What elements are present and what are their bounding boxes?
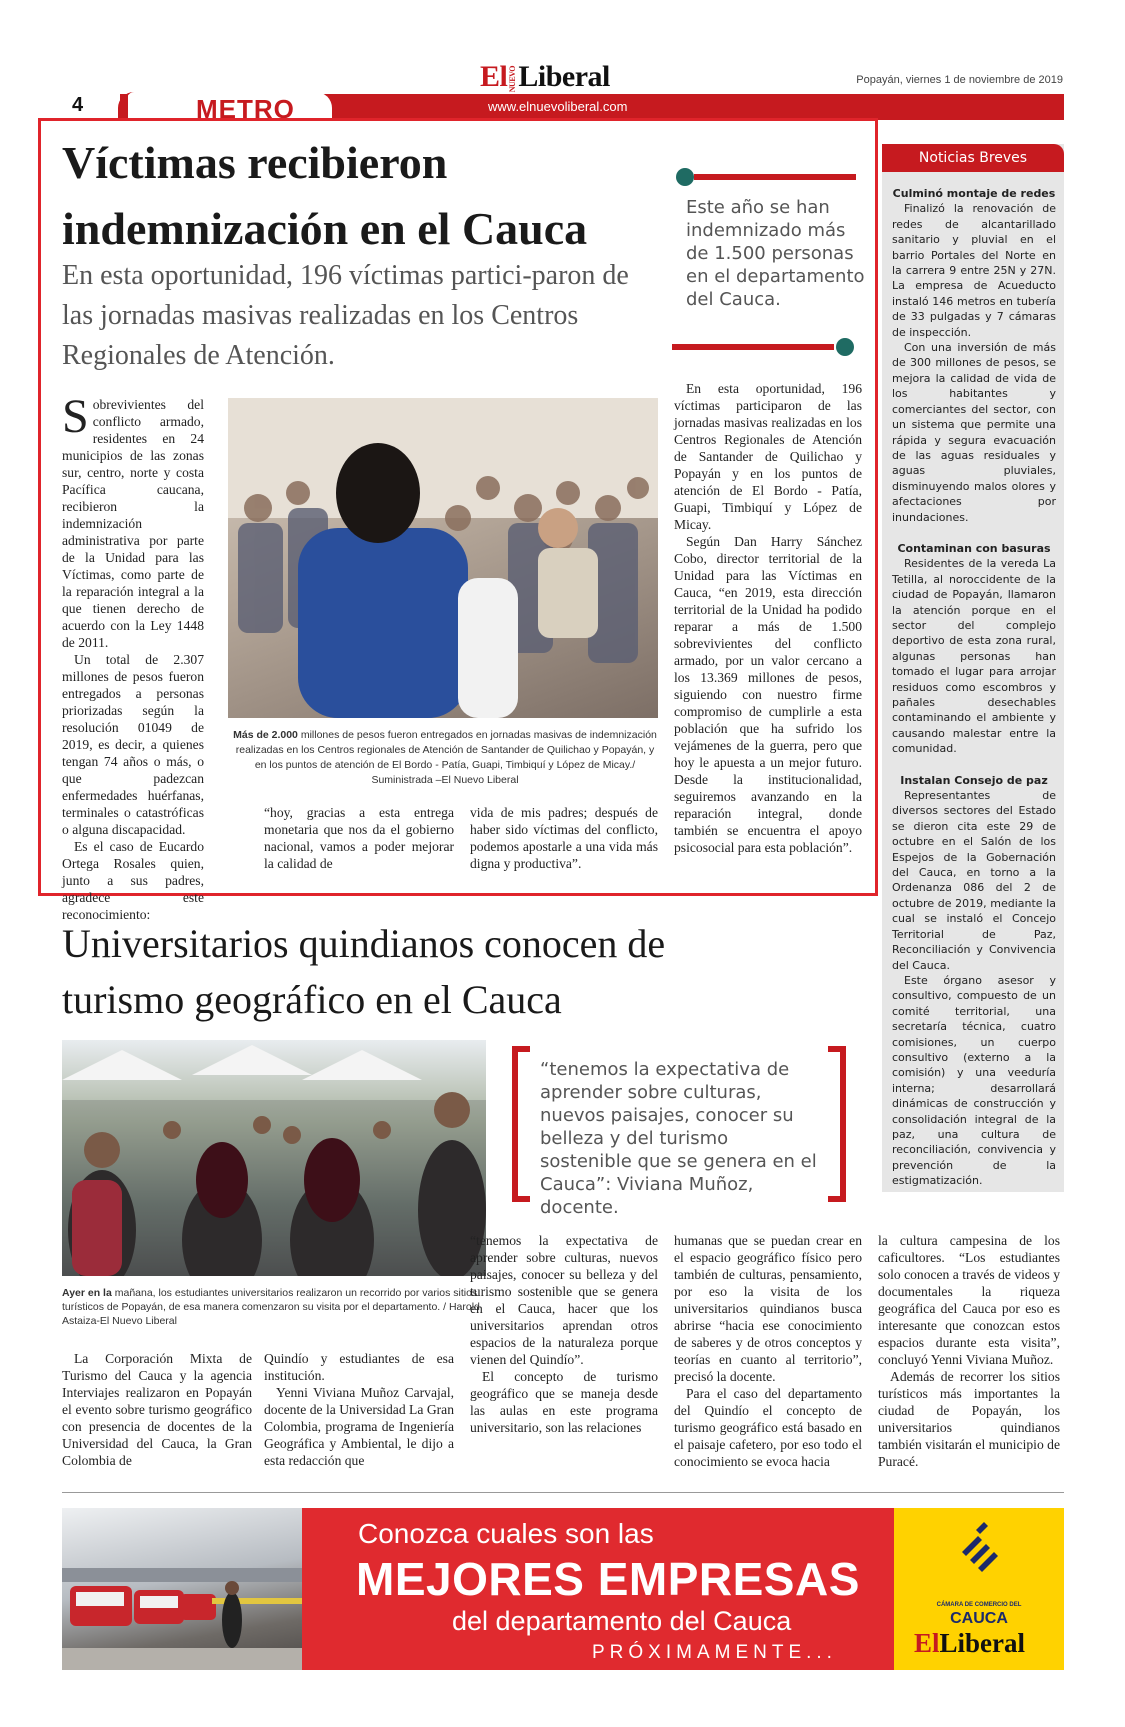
brief-title: Contaminan con basuras	[897, 541, 1051, 555]
article-column-1: La Corporación Mixta de Turismo del Cauca y la agencia Interviajes realizaron en Popayán el evento sobre turismo geográfico con presencia de docentes de la Universidad del Cauca, la Gran Colombia de	[62, 1351, 252, 1468]
pull-quote-dot-icon	[676, 168, 694, 186]
article-photo-students	[62, 1040, 486, 1276]
page-number-box	[62, 94, 120, 120]
pull-quote-rule	[672, 344, 834, 350]
section-name: METRO	[196, 94, 295, 124]
article-subtitle: En esta oportunidad, 196 víctimas partici-paron de las jornadas masivas realizadas en los Centros Regionales de Atención.	[62, 260, 629, 371]
brief-text: Residentes de la vereda La Tetilla, al noroccidente de la ciudad de Popayán, llamaron la atención porque en el sector del complejo deportivo de esta zona rural, algunas personas han tomado el lugar para arrojar residuos como escombros y pañales desechables contaminando el ambiente y causando malestar entre la comunidad.	[892, 557, 1056, 756]
ad-coming-soon: PRÓXIMAMENTE...	[592, 1642, 837, 1663]
brief-title: Instalan Consejo de paz	[900, 773, 1048, 787]
chamber-label: CÁMARA DE COMERCIO DEL	[936, 1602, 1022, 1608]
section-tab-curve	[118, 92, 164, 120]
article-column-2: Quindío y estudiantes de esa institución. Yenni Viviana Muñoz Carvajal, docente de la Universidad La Gran Colombia, programa de Ingeniería Geográfica y Ambiental, le dijo a esta redacción que	[264, 1351, 454, 1468]
photo-illustration	[62, 1040, 486, 1276]
issue-date: Popayán, viernes 1 de noviembre de 2019	[856, 74, 1063, 86]
brief-title: Culminó montaje de redes	[892, 187, 1056, 200]
quote-bracket-left	[512, 1046, 530, 1202]
article-column-4: En esta oportunidad, 196 víctimas participaron de las jornadas masivas realizadas en los Centros Regionales de Atención de Santander de Quilichao y Popayán y en los puntos de atención de El Bordo - Patía, Guapi, Timbiquí y López de Micay. Según Dan Harry Sánchez Cobo, director territorial de la Unidad para las Víctimas en Cauca, “en 2019, esta dirección territorial de la Unidad ha podido reparar a más de 1.500 sobrevivientes del conflicto armado, por un valor cercano a los 13.369 millones de pesos, siguiendo con nuestro firme compromiso de cumplirle a esta población que ha sufrido los vejámenes de la guerra, pero que hoy le apuesta a un mejor futuro. Desde la institucionalidad, seguiremos avanzando en la reparación integral, donde también se encuentra el apoyo psicosocial para esta población”.	[674, 381, 862, 855]
drop-cap: S	[62, 390, 89, 443]
newspaper-logo: ElNUEVOLiberal	[480, 60, 610, 93]
brief-text: Finalizó la renovación de redes de alcantarillado sanitario y pluvial en el barrio Portales del Norte en la carrera 9 entre 25N y 27N. La empresa de Acueducto instaló 146 metros en tubería de 33 pulgadas y 7 cámaras de inspección.	[892, 202, 1056, 339]
ad-photo	[62, 1508, 302, 1670]
news-briefs-list	[892, 186, 1056, 1189]
brief-text: Este órgano asesor y consultivo, compuesto de un comité territorial, una secretaría técnica, cuatro comisiones, un cuerpo consultivo (externo a la comisión) y una veeduría interna; desarrollará dinámicas de construcción y consolidación integral de la paz, una cultura de reconciliación, convivencia y prevención de la estigmatización.	[892, 973, 1056, 1188]
article-column-5: la cultura campesina de los caficultores. “Los estudiantes solo conocen a través de videos y documentales la riqueza geográfica del Cauca por eso es interesante que conozcan estos espacios durante esta visita”, concluyó Yenni Viviana Muñoz. Además de recorrer los sitios turísticos más importantes la ciudad de Popayán, los universitarios quindianos también visitarán el municipio de Puracé.	[878, 1233, 1060, 1469]
article-column-1: Sobrevivientes del conflicto armado, residentes en 24 municipios de las zonas sur, centro, norte y costa Pacífica caucana, recibieron la indemnización administrativa por parte de la Unidad para las Víctimas, como parte de la reparación integral a la que tienen derecho de acuerdo con la Ley 1448 de 2011. Un total de 2.307 millones de pesos fueron entregados a personas priorizadas según la resolución 01049 de 2019, es decir, a quienes tengan 74 años o más, o que padezcan enfermedades huérfanas, terminales o catastróficas o alguna discapacidad. Es el caso de Eucardo Ortega Rosales quien, junto a sus padres, agradece este reconocimiento:	[62, 390, 204, 922]
brief-text: Con una inversión de más de 300 millones de pesos, se mejora la calidad de vida de los habitantes y comerciantes del sector, con un sistema que permite una rápida y segura evacuación de las aguas residuales y aguas pluviales, disminuyendo malos olores y afectaciones por inundaciones.	[892, 341, 1056, 524]
pull-quote: “tenemos la expectativa de aprender sobre culturas, nuevos paisajes, conocer su belleza y del turismo sostenible que se genera en el Cauca”: Viviana Muñoz, docente.	[540, 1059, 817, 1218]
ad-sponsor-panel	[894, 1508, 1064, 1670]
article-column-3: vida de mis padres; después de haber sido víctimas del conflicto, podemos apostarle a una vida más digna y productiva”.	[470, 805, 658, 871]
pull-quote-dot-icon	[836, 338, 854, 356]
pull-quote-rule	[694, 174, 856, 180]
website-url[interactable]: www.elnuevoliberal.com	[488, 99, 628, 114]
photo-illustration	[228, 398, 658, 718]
chamber-logo-icon	[952, 1522, 1006, 1576]
quote-bracket-right	[828, 1046, 846, 1202]
pull-quote: Este año se han indemnizado más de 1.500 personas en el departamento del Cauca.	[686, 197, 865, 310]
photo-caption: Más de 2.000 millones de pesos fueron entregados en jornadas masivas de indemnización realizadas en los Centros regionales de Atención de Santander de Quilichao y Popayán, y en los puntos de atención de El Bordo - Patía, Guapi, Timbiquí y López de Micay./ Suministrada –El Nuevo Liberal	[233, 729, 657, 786]
ad-headline-1: Conozca cuales son las	[358, 1518, 654, 1549]
article-column-2: “hoy, gracias a esta entrega monetaria que nos da el gobierno nacional, vamos a poder mejorar la calidad de	[264, 805, 454, 871]
bus-terminal-illustration	[62, 1508, 302, 1670]
ad-headline-2: MEJORES EMPRESAS	[356, 1553, 860, 1605]
ad-headline-3: del departamento del Cauca	[452, 1606, 792, 1636]
ad-divider	[62, 1492, 1064, 1493]
advertisement-banner[interactable]	[62, 1508, 1064, 1670]
article-column-4: humanas que se puedan crear en el espacio geográfico físico pero también de culturas, pensamiento, por eso la visita de los universitarios quindianos busca abrirse “hacia ese conocimiento de saberes y de otros conceptos y teorías en cuanto al territorio”, precisó la docente. Para el caso del departamento del Quindío el concepto de turismo geográfico está basado en el paisaje cafetero, por eso todo el conocimiento se evoca hacia	[674, 1233, 862, 1469]
brief-text: Representantes de diversos sectores del Estado se dieron cita este 29 de octubre en el Salón de los Espejos de la Gobernación del Cauca, en torno a la Ordenanza 086 del 2 de octubre de 2019, mediante la cual se instaló el Concejo Territorial de Paz, Reconciliación y Convivencia del Cauca.	[892, 789, 1056, 972]
article-photo-victims	[228, 398, 658, 718]
news-briefs-header: Noticias Breves	[882, 144, 1064, 172]
page-number: 4	[72, 94, 84, 116]
article-title: Universitarios quindianos conocen de turismo geográfico en el Cauca	[62, 921, 666, 1022]
chamber-name: CAUCA	[950, 1610, 1008, 1627]
photo-caption: Ayer en la mañana, los estudiantes universitarios realizaron un recorrido por varios sitios turísticos de Popayán, de esa manera comenzaron su visita por el departamento. / Harold Astaiza-El Nuevo Liberal	[62, 1287, 480, 1327]
article-column-3: “tenemos la expectativa de aprender sobre culturas, nuevos paisajes, conocer su belleza y del turismo sostenible que se genera en el Cauca, hacer que los universitarios aprendan otros espacios de la naturaleza porque vienen del Quindío”. El concepto de turismo geográfico que se maneja desde las aulas en este programa universitario, son las relaciones	[470, 1233, 658, 1435]
newspaper-logo: ElLiberal	[914, 1628, 1026, 1658]
article-title: Víctimas recibieron indemnización en el Cauca	[62, 137, 588, 254]
